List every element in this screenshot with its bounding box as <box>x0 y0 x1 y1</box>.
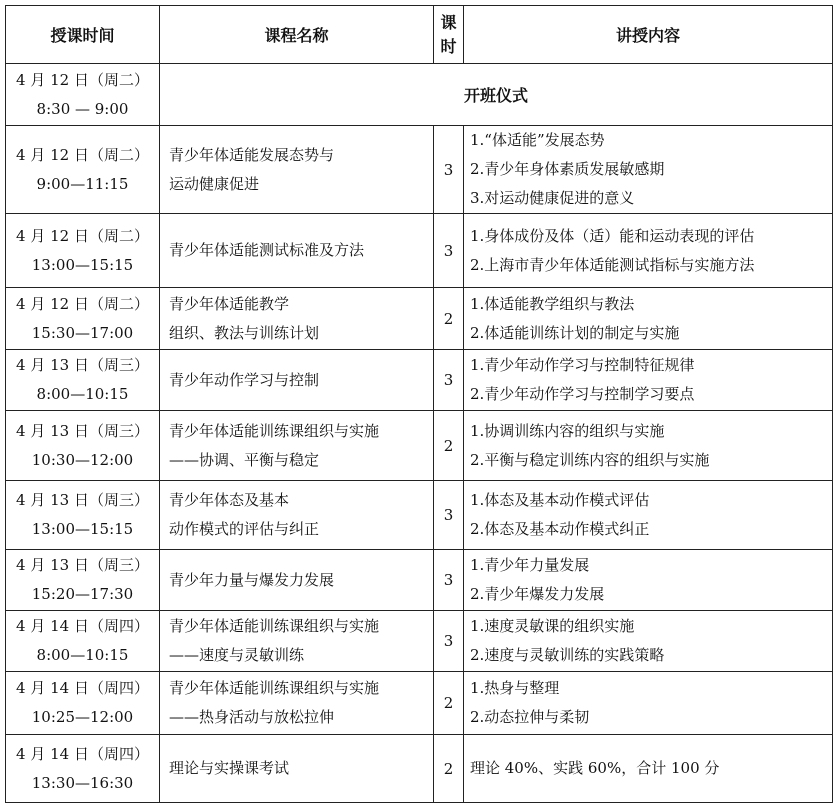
content-item: 理论 40%、实践 60%，合计 100 分 <box>470 759 720 777</box>
hours-cell: 3 <box>434 481 464 550</box>
header-hours-line1: 课 <box>440 12 457 32</box>
course-cell <box>160 411 434 481</box>
time-cell <box>6 550 160 611</box>
time-cell <box>6 735 160 803</box>
session-time: 8:00—10:15 <box>36 385 129 403</box>
session-date: 4 月 13 日（周三） <box>16 421 149 440</box>
session-time: 15:30—17:00 <box>31 323 134 342</box>
opening-ceremony: 开班仪式 <box>160 64 833 126</box>
table-row <box>6 611 833 672</box>
course-cell <box>160 288 434 350</box>
content-item: 2.青少年爆发力发展 <box>470 585 605 603</box>
session-date: 4 月 13 日（周三） <box>16 556 149 574</box>
session-time: 10:30—12:00 <box>31 450 134 469</box>
opening-time-cell <box>6 64 160 126</box>
session-date: 4 月 13 日（周三） <box>16 491 149 509</box>
session-time: 10:25—12:00 <box>31 708 134 726</box>
content-item: 2.青少年身体素质发展敏感期 <box>470 160 665 178</box>
content-item: 3.对运动健康促进的意义 <box>470 189 635 207</box>
hours-cell: 3 <box>434 611 464 672</box>
time-cell <box>6 611 160 672</box>
opening-time: 8:30 — 9:00 <box>36 99 129 118</box>
content-item: 1.体态及基本动作模式评估 <box>470 491 650 509</box>
content-item: 2.体适能训练计划的制定与实施 <box>470 323 680 342</box>
session-time: 13:30—16:30 <box>31 773 134 792</box>
opening-row <box>6 64 833 126</box>
content-cell <box>464 350 833 411</box>
course-cell <box>160 481 434 550</box>
table-row <box>6 288 833 350</box>
content-cell <box>464 411 833 481</box>
hours-cell: 2 <box>434 672 464 735</box>
time-cell <box>6 411 160 481</box>
course-cell <box>160 126 434 214</box>
hours-cell: 3 <box>434 350 464 411</box>
hours-cell: 2 <box>434 735 464 803</box>
content-cell <box>464 214 833 288</box>
table-row <box>6 411 833 481</box>
header-row <box>6 6 833 64</box>
table-row <box>6 735 833 803</box>
course-name-line: ——协调、平衡与稳定 <box>169 450 320 469</box>
course-name-line: 动作模式的评估与纠正 <box>169 520 320 538</box>
content-item: 1.身体成份及体（适）能和运动表现的评估 <box>470 226 755 245</box>
course-name-line: 青少年体适能发展态势与 <box>169 145 335 164</box>
session-date: 4 月 13 日（周三） <box>16 356 149 374</box>
course-cell <box>160 214 434 288</box>
content-item: 1.体适能教学组织与教法 <box>470 294 635 313</box>
content-item: 2.平衡与稳定训练内容的组织与实施 <box>470 450 710 469</box>
header-course: 课程名称 <box>160 6 434 64</box>
table-row <box>6 550 833 611</box>
header-hours <box>434 6 464 64</box>
content-cell <box>464 611 833 672</box>
table-row <box>6 126 833 214</box>
hours-cell: 2 <box>434 288 464 350</box>
time-cell <box>6 350 160 411</box>
table-row <box>6 672 833 735</box>
session-date: 4 月 12 日（周二） <box>16 145 149 164</box>
header-content: 讲授内容 <box>464 6 833 64</box>
content-cell <box>464 126 833 214</box>
content-cell <box>464 481 833 550</box>
content-item: 2.上海市青少年体适能测试指标与实施方法 <box>470 255 755 274</box>
hours-cell: 3 <box>434 214 464 288</box>
opening-date: 4 月 12 日（周二） <box>16 70 149 89</box>
course-cell <box>160 735 434 803</box>
course-name-line: 青少年力量与爆发力发展 <box>169 570 335 589</box>
course-cell <box>160 611 434 672</box>
content-item: 1.协调训练内容的组织与实施 <box>470 421 665 440</box>
content-item: 1.青少年动作学习与控制特征规律 <box>470 356 695 374</box>
table-row <box>6 481 833 550</box>
course-name-line: 理论与实操课考试 <box>169 759 290 777</box>
content-item: 1.青少年力量发展 <box>470 556 590 574</box>
session-time: 13:00—15:15 <box>31 255 134 274</box>
hours-cell: 3 <box>434 126 464 214</box>
content-cell <box>464 288 833 350</box>
course-cell <box>160 672 434 735</box>
content-cell <box>464 550 833 611</box>
session-date: 4 月 14 日（周四） <box>16 679 149 697</box>
content-cell <box>464 672 833 735</box>
time-cell <box>6 126 160 214</box>
session-time: 8:00—10:15 <box>36 646 129 664</box>
course-name-line: 青少年体适能训练课组织与实施 <box>169 679 380 697</box>
time-cell <box>6 672 160 735</box>
content-item: 2.速度与灵敏训练的实践策略 <box>470 646 665 664</box>
course-name-line: ——速度与灵敏训练 <box>169 646 305 664</box>
session-date: 4 月 14 日（周四） <box>16 617 149 635</box>
session-time: 15:20—17:30 <box>31 585 134 603</box>
course-name-line: 青少年体适能训练课组织与实施 <box>169 421 380 440</box>
hours-cell: 3 <box>434 550 464 611</box>
time-cell <box>6 288 160 350</box>
hours-cell: 2 <box>434 411 464 481</box>
content-item: 1.速度灵敏课的组织实施 <box>470 617 635 635</box>
course-name-line: 青少年体适能教学 <box>169 294 290 313</box>
course-name-line: 青少年体适能训练课组织与实施 <box>169 617 380 635</box>
content-item: 2.青少年动作学习与控制学习要点 <box>470 385 695 403</box>
header-hours-line2: 时 <box>440 36 457 56</box>
time-cell <box>6 214 160 288</box>
schedule-table <box>5 5 833 803</box>
content-item: 1.热身与整理 <box>470 679 560 697</box>
session-time: 9:00—11:15 <box>36 174 129 193</box>
session-date: 4 月 12 日（周二） <box>16 294 149 313</box>
course-name-line: 组织、教法与训练计划 <box>169 323 320 342</box>
session-time: 13:00—15:15 <box>31 520 134 538</box>
course-name-line: 青少年动作学习与控制 <box>169 370 320 389</box>
course-name-line: ——热身活动与放松拉伸 <box>169 708 335 726</box>
time-cell <box>6 481 160 550</box>
course-name-line: 运动健康促进 <box>169 174 260 193</box>
content-item: 2.体态及基本动作模式纠正 <box>470 520 650 538</box>
table-row <box>6 350 833 411</box>
content-item: 2.动态拉伸与柔韧 <box>470 708 590 726</box>
content-item: 1.“体适能”发展态势 <box>470 131 605 149</box>
session-date: 4 月 12 日（周二） <box>16 226 149 245</box>
course-name-line: 青少年体适能测试标准及方法 <box>169 241 365 259</box>
course-cell <box>160 350 434 411</box>
header-time: 授课时间 <box>6 6 160 64</box>
content-cell <box>464 735 833 803</box>
course-name-line: 青少年体态及基本 <box>169 491 290 509</box>
table-row <box>6 214 833 288</box>
course-cell <box>160 550 434 611</box>
session-date: 4 月 14 日（周四） <box>16 744 149 763</box>
